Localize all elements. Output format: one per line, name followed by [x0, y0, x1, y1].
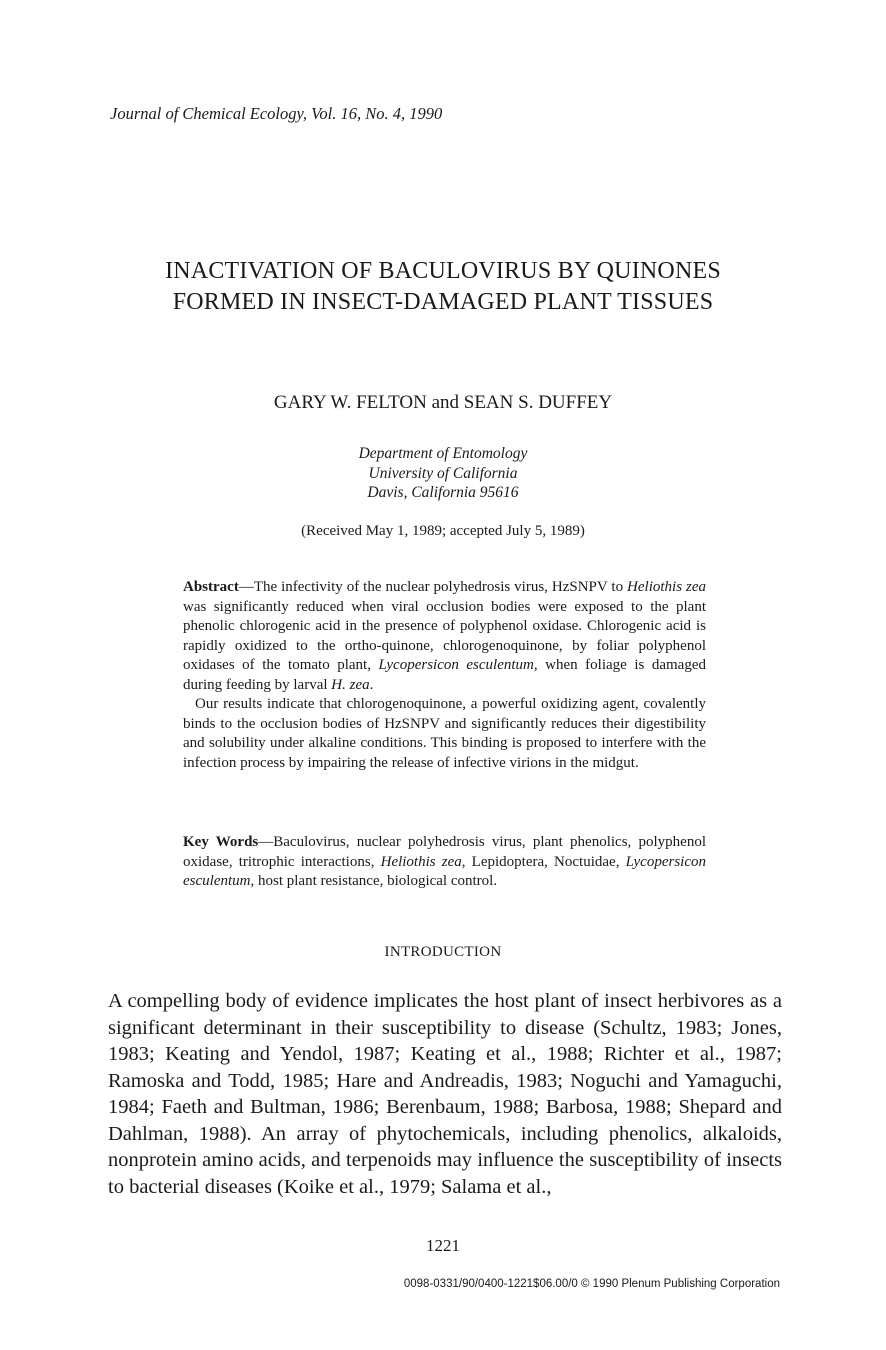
abstract-label: Abstract	[183, 579, 239, 595]
affiliation-department: Department of Entomology	[358, 445, 528, 462]
introduction-paragraph: A compelling body of evidence implicates the host plant of insect herbivores as a significant determinant in their susceptibility to disease (Schultz, 1983; Jones, 1983; Keating and Yendol, 1987; Keating et al., 1988; Richter et al., 1987; Ramoska and Todd, 1985; Hare and Andreadis, 1983; Noguchi and Yamaguchi, 1984; Faeth and Bultman, 1986; Berenbaum, 1988; Barbosa, 1988; Shepard and Dahlman, 1988). An array of phytochemicals, including phenolics, alkaloids, nonprotein amino acids, and terpenoids may influence the susceptibility of insects to bacterial diseases (Koike et al., 1979; Salama et al.,	[108, 990, 782, 1198]
authors: GARY W. FELTON and SEAN S. DUFFEY	[273, 392, 613, 413]
copyright-line: 0098-0331/90/0400-1221$06.00/0 © 1990 Plenum Publishing Corporation	[403, 1278, 780, 1290]
affiliation-location: Davis, California 95616	[367, 484, 519, 501]
abstract	[183, 578, 706, 773]
affiliation	[0, 444, 886, 503]
article-title-line-1: INACTIVATION OF BACULOVIRUS BY QUINONES	[165, 258, 721, 284]
abstract-paragraph-2: Our results indicate that chlorogenoquinone, a powerful oxidizing agent, covalently binds to the occlusion bodies of HzSNPV and significantly reduces their digestibility and solubility under alkaline conditions. This binding is proposed to interfere with the infection process by impairing the release of infective virions in the midgut.	[183, 696, 706, 771]
article-title-line-2: FORMED IN INSECT-DAMAGED PLANT TISSUES	[172, 289, 714, 315]
affiliation-university: University of California	[368, 464, 518, 482]
page-number: 1221	[426, 1236, 460, 1255]
abstract-paragraph-1: Abstract—The infectivity of the nuclear polyhedrosis virus, HzSNPV to Heliothis zea was significantly reduced when viral occlusion bodies were exposed to the plant phenolic chlorogenic acid in the presence of polyphenol oxidase. Chlorogenic acid is rapidly oxidized to the ortho-quinone, chlorogenoquinone, by foliar polyphenol oxidases of the tomato plant, Lycopersicon esculentum, when foliage is damaged during feeding by larval H. zea.	[183, 579, 706, 693]
keywords: Key Words—Baculovirus, nuclear polyhedrosis virus, plant phenolics, polyphenol oxidase, tritrophic interactions, Heliothis zea, Lepidoptera, Noctuidae, Lycopersicon esculentum, host plant resistance, biological control.	[183, 834, 706, 889]
keywords-label: Key Words	[183, 834, 259, 850]
journal-citation: Journal of Chemical Ecology, Vol. 16, No. 4, 1990	[110, 104, 443, 123]
received-dates: (Received May 1, 1989; accepted July 5, 1989)	[301, 523, 585, 539]
section-heading-introduction: INTRODUCTION	[384, 944, 502, 960]
introduction-body	[108, 988, 782, 1200]
article-title	[0, 256, 886, 318]
